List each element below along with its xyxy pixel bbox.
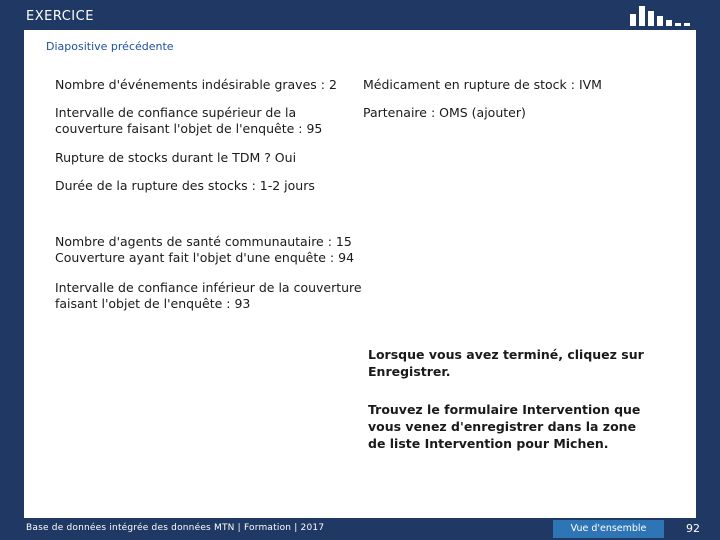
save-instruction (368, 346, 658, 380)
upper-ci-line2: couverture faisant l'objet de l'enquête : 95 (55, 121, 323, 136)
bar-chart-logo-icon (628, 6, 698, 26)
stockout-medicine-text: Médicament en rupture de stock : IVM (363, 77, 602, 92)
stockout-duration-text: Durée de la rupture des stocks : 1-2 jours (55, 178, 315, 193)
save-instruction-line1: Lorsque vous avez terminé, cliquez sur (368, 347, 644, 362)
upper-ci-line1: Intervalle de confiance supérieur de la (55, 105, 297, 120)
lower-ci-line2: faisant l'objet de l'enquête : 93 (55, 296, 251, 311)
find-instruction-line3: de liste Intervention pour Michen. (368, 436, 609, 451)
find-instruction-line2: vous venez d'enregistrer dans la zone (368, 419, 637, 434)
footer-text: Base de données intégrée des données MTN | Formation | 2017 (26, 523, 325, 533)
find-instruction (368, 401, 658, 452)
lower-ci-line1: Intervalle de confiance inférieur de la couverture (55, 280, 362, 295)
save-instruction-line2: Enregistrer. (368, 364, 451, 379)
upper-ci-text (55, 105, 322, 137)
previous-slide-link[interactable]: Diapositive précédente (46, 40, 174, 53)
content-panel (24, 30, 696, 518)
overview-button[interactable]: Vue d'ensemble (553, 520, 664, 538)
surveyed-coverage-line: Couverture ayant fait l'objet d'une enquête : 94 (55, 250, 355, 265)
page-number: 92 (686, 522, 700, 535)
find-instruction-line1: Trouvez le formulaire Intervention que (368, 402, 641, 417)
stockout-during-mda-text: Rupture de stocks durant le TDM ? Oui (55, 150, 297, 165)
lower-ci-text (55, 280, 362, 312)
health-workers-text (55, 234, 354, 266)
slide-footer (0, 518, 720, 540)
health-workers-line: Nombre d'agents de santé communautaire : 15 (55, 234, 352, 249)
partner-text: Partenaire : OMS (ajouter) (363, 105, 526, 120)
adverse-events-text: Nombre d'événements indésirable graves : 2 (55, 77, 337, 92)
slide-title: EXERCICE (26, 9, 94, 24)
